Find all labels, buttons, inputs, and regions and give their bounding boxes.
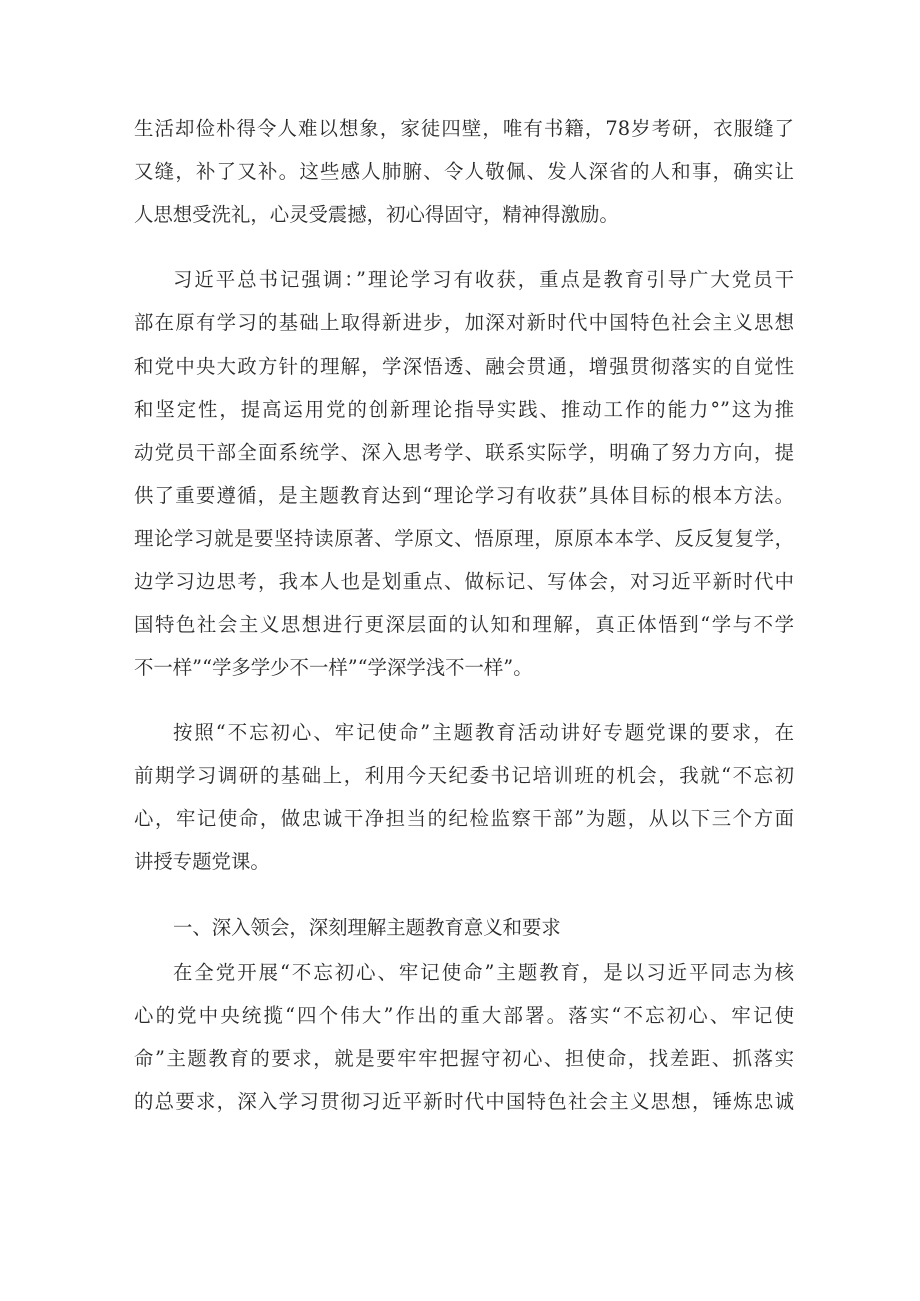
paragraph-line: 部在原有学习的基础上取得新进步，加深对新时代中国特色社会主义思想 [134,311,794,334]
paragraph-line: 国特色社会主义思想进行更深层面的认知和理解，真正体悟到“学与不学 [134,613,794,636]
paragraph-line: 的总要求，深入学习贯彻习近平新时代中国特色社会主义思想，锤炼忠诚 [134,1090,794,1113]
paragraph-line: 心的党中央统揽“四个伟大”作出的重大部署。落实“不忘初心、牢记使 [134,1004,794,1027]
paragraph-line: 不一样”“学多学少不一样”“学深学浅不一样”。 [134,656,533,679]
paragraph-line: 在全党开展“不忘初心、牢记使命”主题教育，是以习近平同志为核 [173,961,794,984]
paragraph-line: 讲授专题党课。 [134,850,270,873]
paragraph-line: 习近平总书记强调：”理论学习有收获，重点是教育引导广大党员干 [173,268,794,291]
paragraph-line: 理论学习就是要坚持读原著、学原文、悟原理，原原本本学、反反复复学， [134,527,794,550]
paragraph-line: 又缝，补了又补。这些感人肺腑、令人敬佩、发人深省的人和事，确实让 [134,160,794,183]
paragraph-line: 和党中央大政方针的理解，学深悟透、融会贯通，增强贯彻落实的自觉性 [134,355,794,378]
section-heading: 一、深入领会，深刻理解主题教育意义和要求 [173,916,561,939]
paragraph-line: 按照“不忘初心、牢记使命”主题教育活动讲好专题党课的要求，在 [173,721,794,744]
paragraph-line: 前期学习调研的基础上，利用今天纪委书记培训班的机会，我就“不忘初 [134,764,794,787]
paragraph-line: 边学习边思考，我本人也是划重点、做标记、写体会，对习近平新时代中 [134,570,794,593]
paragraph-line: 供了重要遵循，是主题教育达到“理论学习有收获”具体目标的根本方法。 [134,484,794,507]
paragraph-line: 生活却俭朴得令人难以想象，家徒四壁，唯有书籍，78岁考研，衣服缝了 [134,117,794,140]
paragraph-line: 动党员干部全面系统学、深入思考学、联系实际学，明确了努力方向，提 [134,441,794,464]
paragraph-line: 人思想受洗礼，心灵受震撼，初心得固守，精神得激励。 [134,203,619,226]
paragraph-line: 和坚定性，提高运用党的创新理论指导实践、推动工作的能力°”这为推 [134,398,794,421]
paragraph-line: 心，牢记使命，做忠诚干净担当的纪检监察干部”为题，从以下三个方面 [134,807,794,830]
paragraph-line: 命”主题教育的要求，就是要牢牢把握守初心、担使命，找差距、抓落实 [134,1047,794,1070]
